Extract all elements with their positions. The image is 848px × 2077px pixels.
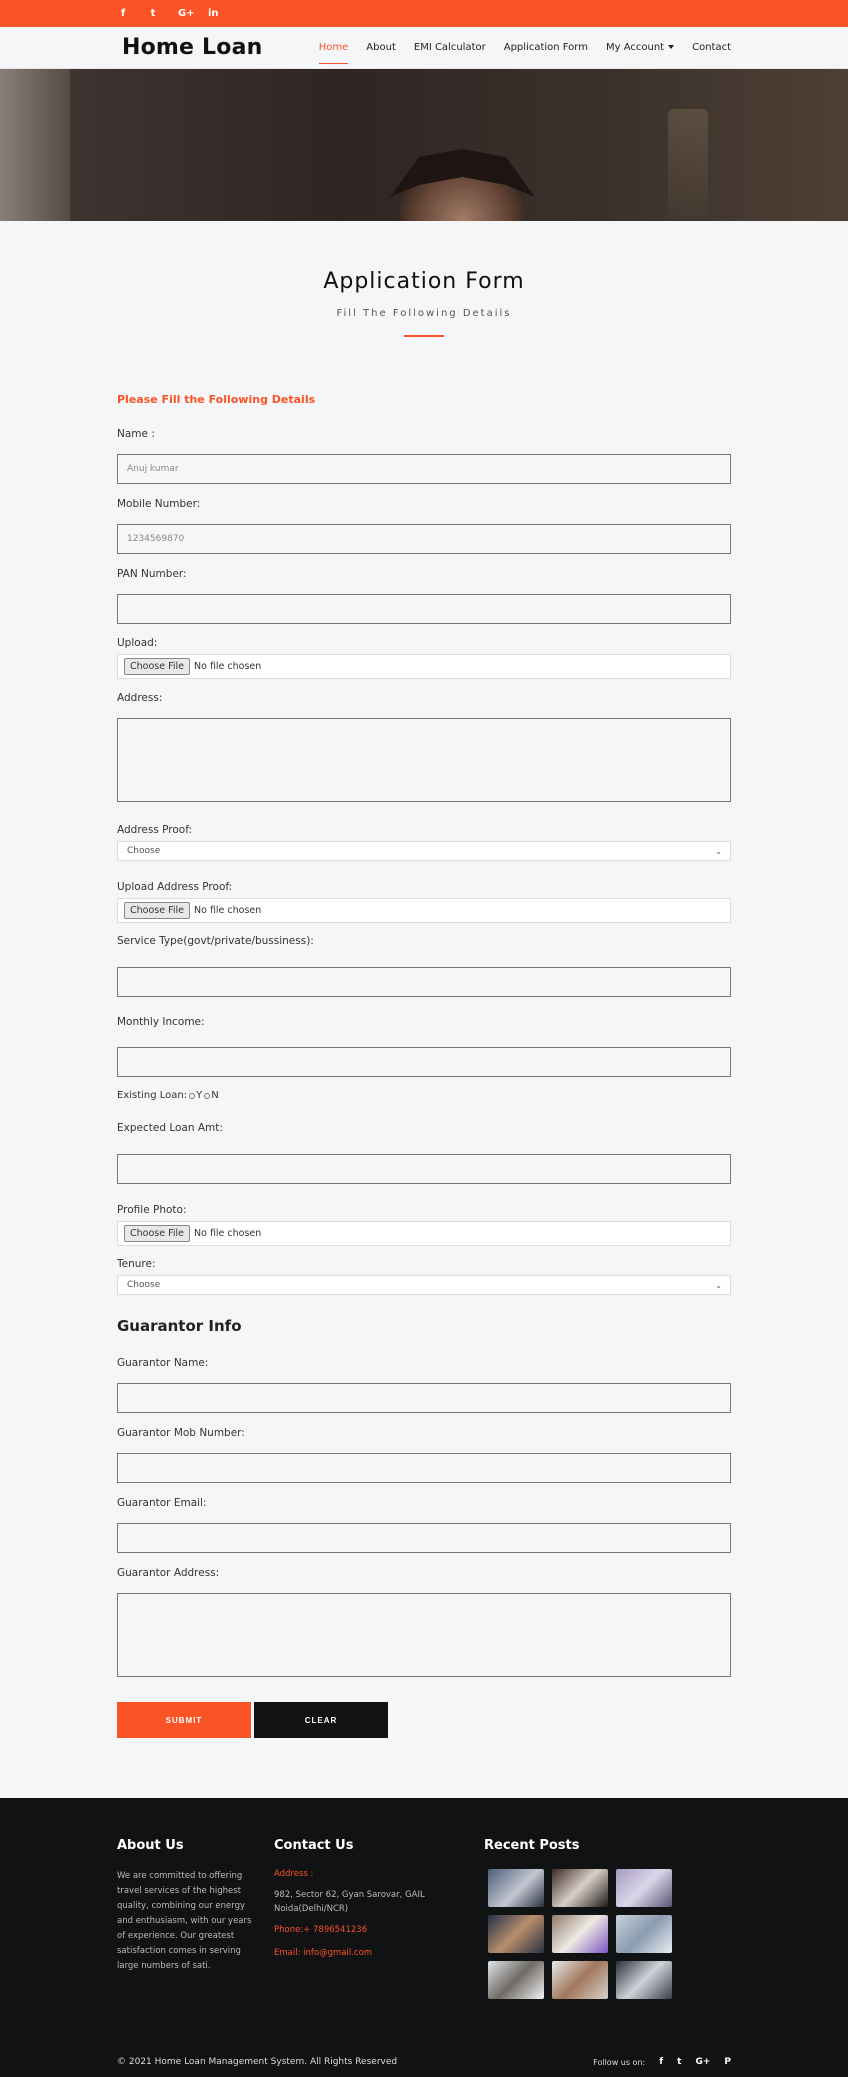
service-type-label: Service Type(govt/private/bussiness): bbox=[117, 935, 314, 947]
guarantor-heading: Guarantor Info bbox=[117, 1317, 242, 1335]
social-topbar bbox=[0, 0, 848, 27]
footer-about bbox=[117, 1838, 257, 1974]
recent-post-thumb[interactable] bbox=[552, 1869, 608, 1907]
pan-input[interactable] bbox=[117, 594, 731, 624]
upload-label: Upload: bbox=[117, 637, 158, 649]
footer-bottom bbox=[117, 2057, 731, 2067]
footer-phone[interactable]: Phone:+ 7896541236 bbox=[274, 1925, 368, 1935]
chevron-down-icon: ⌄ bbox=[715, 1280, 722, 1290]
facebook-icon[interactable]: f bbox=[659, 2057, 664, 2067]
mobile-input[interactable] bbox=[117, 524, 731, 554]
chevron-down-icon: ⌄ bbox=[715, 846, 722, 856]
existing-loan-label: Existing Loan: bbox=[117, 1090, 188, 1101]
mobile-placeholder: 1234569870 bbox=[127, 534, 185, 544]
form-actions bbox=[117, 1702, 731, 1738]
address-proof-select[interactable] bbox=[117, 841, 731, 861]
address-label: Address: bbox=[117, 692, 163, 704]
nav-application-form[interactable]: Application Form bbox=[503, 42, 588, 53]
google-plus-icon[interactable]: G+ bbox=[178, 8, 195, 19]
recent-post-thumb[interactable] bbox=[488, 1961, 544, 1999]
choose-file-button[interactable]: Choose File bbox=[124, 1225, 190, 1242]
expected-loan-label: Expected Loan Amt: bbox=[117, 1122, 223, 1134]
footer-address-label: Address : bbox=[274, 1869, 314, 1879]
nav-contact[interactable]: Contact bbox=[692, 42, 731, 53]
guarantor-address-textarea[interactable] bbox=[117, 1593, 731, 1677]
tenure-label: Tenure: bbox=[117, 1258, 156, 1270]
facebook-icon[interactable]: f bbox=[120, 8, 126, 19]
page-subtitle: Fill The Following Details bbox=[336, 308, 512, 319]
brand-logo[interactable]: Home Loan bbox=[122, 35, 263, 60]
upload-address-proof-label: Upload Address Proof: bbox=[117, 881, 233, 893]
follow-us bbox=[593, 2057, 731, 2067]
tenure-selected: Choose bbox=[127, 1280, 161, 1290]
caret-down-icon bbox=[668, 45, 674, 49]
service-type-input[interactable] bbox=[117, 967, 731, 997]
monthly-income-input[interactable] bbox=[117, 1047, 731, 1077]
name-placeholder: Anuj kumar bbox=[127, 464, 179, 474]
main-nav bbox=[319, 38, 731, 57]
submit-button[interactable]: SUBMIT bbox=[117, 1702, 251, 1738]
twitter-icon[interactable]: t bbox=[677, 2057, 682, 2067]
existing-loan-no-radio[interactable] bbox=[204, 1093, 210, 1099]
page-heading bbox=[0, 221, 848, 337]
hero-banner bbox=[0, 69, 848, 221]
existing-loan-yes-radio[interactable] bbox=[189, 1093, 195, 1099]
nav-about[interactable]: About bbox=[366, 42, 396, 53]
guarantor-name-input[interactable] bbox=[117, 1383, 731, 1413]
pan-label: PAN Number: bbox=[117, 568, 187, 580]
recent-post-thumb[interactable] bbox=[616, 1961, 672, 1999]
choose-file-button[interactable]: Choose File bbox=[124, 902, 190, 919]
recent-post-thumb[interactable] bbox=[488, 1869, 544, 1907]
file-status: No file chosen bbox=[194, 905, 262, 916]
nav-my-account-label: My Account bbox=[605, 42, 665, 53]
monthly-income-label: Monthly Income: bbox=[117, 1016, 205, 1028]
choose-file-button[interactable]: Choose File bbox=[124, 658, 190, 675]
follow-label: Follow us on: bbox=[593, 2057, 646, 2067]
guarantor-address-label: Guarantor Address: bbox=[117, 1567, 220, 1579]
pinterest-icon[interactable]: P bbox=[724, 2057, 731, 2067]
guarantor-mob-label: Guarantor Mob Number: bbox=[117, 1427, 245, 1439]
guarantor-mob-input[interactable] bbox=[117, 1453, 731, 1483]
profile-photo-label: Profile Photo: bbox=[117, 1204, 187, 1216]
upload-file-input[interactable] bbox=[117, 654, 731, 679]
linkedin-icon[interactable]: in bbox=[208, 8, 219, 19]
nav-home[interactable]: Home bbox=[319, 38, 349, 57]
footer-posts-title: Recent Posts bbox=[484, 1838, 580, 1853]
nav-emi-calculator[interactable]: EMI Calculator bbox=[413, 42, 486, 53]
recent-post-thumb[interactable] bbox=[552, 1961, 608, 1999]
address-proof-selected: Choose bbox=[127, 846, 161, 856]
footer-contact bbox=[274, 1838, 434, 1971]
tenure-select[interactable] bbox=[117, 1275, 731, 1295]
file-status: No file chosen bbox=[194, 1228, 262, 1239]
recent-posts-grid bbox=[488, 1869, 672, 1999]
twitter-icon[interactable]: t bbox=[150, 8, 156, 19]
expected-loan-input[interactable] bbox=[117, 1154, 731, 1184]
copyright-text: © 2021 Home Loan Management System. All Rights Reserved bbox=[117, 2057, 398, 2067]
guarantor-name-label: Guarantor Name: bbox=[117, 1357, 209, 1369]
recent-post-thumb[interactable] bbox=[616, 1869, 672, 1907]
mobile-label: Mobile Number: bbox=[117, 498, 201, 510]
footer-about-text: We are committed to offering travel services of the highest quality, combining our energy and enthusiasm, with our years of experience. Our greatest satisfaction comes in serving large numbers of sati. bbox=[117, 1871, 252, 1971]
nav-my-account[interactable] bbox=[606, 38, 674, 57]
existing-loan-row bbox=[117, 1090, 731, 1101]
clear-button[interactable]: CLEAR bbox=[254, 1702, 388, 1738]
address-textarea[interactable] bbox=[117, 718, 731, 802]
existing-loan-no-label: N bbox=[211, 1090, 219, 1101]
file-status: No file chosen bbox=[194, 661, 262, 672]
page-title: Application Form bbox=[323, 269, 525, 294]
recent-post-thumb[interactable] bbox=[552, 1915, 608, 1953]
profile-photo-input[interactable] bbox=[117, 1221, 731, 1246]
footer-email[interactable]: Email: info@gmail.com bbox=[274, 1948, 373, 1958]
address-proof-label: Address Proof: bbox=[117, 824, 193, 836]
existing-loan-yes-label: Y bbox=[196, 1090, 203, 1101]
footer-contact-title: Contact Us bbox=[274, 1838, 354, 1853]
recent-post-thumb[interactable] bbox=[616, 1915, 672, 1953]
google-plus-icon[interactable]: G+ bbox=[695, 2057, 711, 2067]
application-form bbox=[117, 337, 731, 1798]
footer-address: 982, Sector 62, Gyan Sarovar, GAIL Noida(Delhi/NCR) bbox=[274, 1890, 425, 1914]
upload-address-proof-input[interactable] bbox=[117, 898, 731, 923]
name-input[interactable] bbox=[117, 454, 731, 484]
footer-about-title: About Us bbox=[117, 1838, 184, 1853]
recent-post-thumb[interactable] bbox=[488, 1915, 544, 1953]
site-footer bbox=[0, 1798, 848, 2077]
name-label: Name : bbox=[117, 428, 155, 440]
form-heading: Please Fill the Following Details bbox=[117, 393, 316, 406]
guarantor-email-input[interactable] bbox=[117, 1523, 731, 1553]
guarantor-email-label: Guarantor Email: bbox=[117, 1497, 207, 1509]
footer-recent-posts bbox=[484, 1838, 672, 1999]
site-header bbox=[0, 27, 848, 69]
